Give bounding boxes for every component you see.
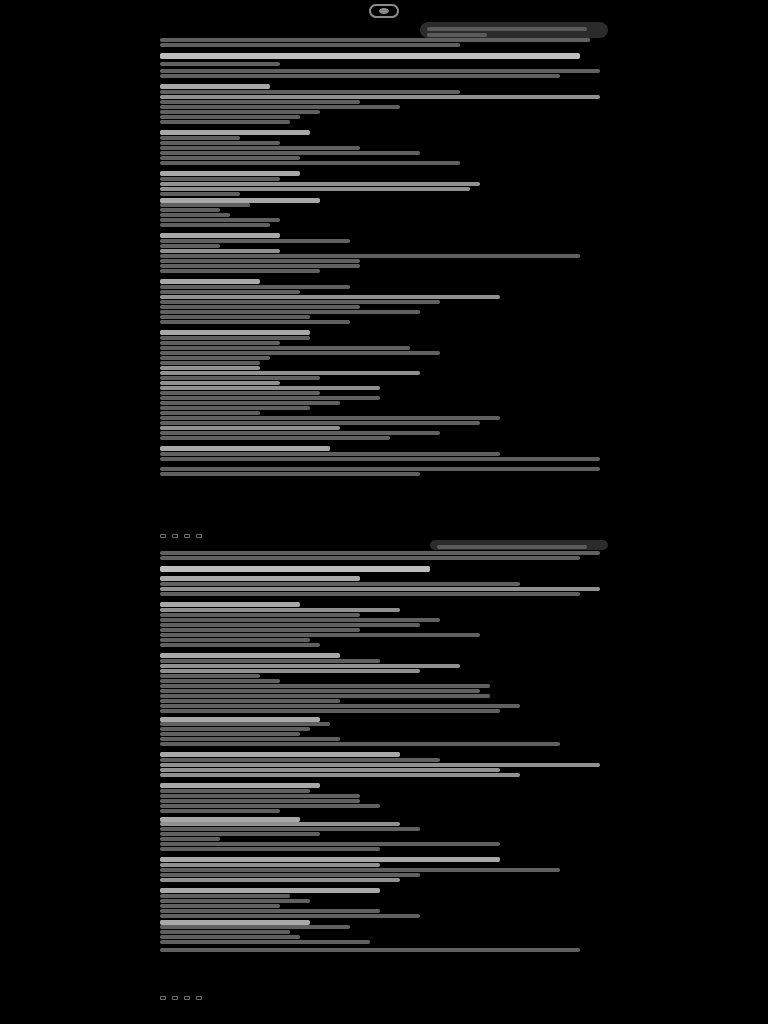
text-line (160, 300, 440, 304)
text-line (160, 628, 360, 632)
text-line (160, 74, 560, 78)
text-line (160, 100, 360, 104)
text-line (160, 285, 350, 289)
text-line (160, 290, 300, 294)
heading-line (160, 279, 260, 284)
text-line (160, 809, 280, 813)
text-line (160, 904, 280, 908)
text-line (160, 613, 360, 617)
text-line (160, 192, 240, 196)
text-line (160, 416, 500, 420)
text-line (160, 120, 290, 124)
heading-line (160, 130, 310, 135)
text-line (160, 587, 600, 591)
thumbs-up-icon[interactable] (172, 534, 178, 538)
text-line (160, 264, 360, 268)
text-line (160, 847, 380, 851)
message-actions (160, 996, 202, 1000)
text-line (160, 406, 310, 410)
heading-line (160, 53, 580, 59)
text-line (160, 608, 400, 612)
text-line (160, 804, 380, 808)
text-line (160, 742, 560, 746)
text-line (160, 894, 290, 898)
text-line (160, 254, 580, 258)
text-line (160, 146, 360, 150)
text-line (160, 366, 260, 370)
text-line (160, 659, 380, 663)
text-line (160, 381, 280, 385)
text-line (160, 115, 300, 119)
text-line (160, 684, 490, 688)
text-line (160, 361, 260, 365)
text-line (160, 341, 280, 345)
chatgpt-logo-icon[interactable] (369, 4, 399, 18)
thumbs-down-icon[interactable] (184, 996, 190, 1000)
heading-line (160, 752, 400, 757)
heading-line (160, 783, 320, 788)
thumbs-down-icon[interactable] (184, 534, 190, 538)
text-line (160, 223, 270, 227)
heading-line (160, 566, 430, 572)
text-line (160, 789, 310, 793)
text-line (160, 618, 440, 622)
text-line (160, 827, 420, 831)
text-line (160, 90, 460, 94)
text-line (160, 664, 460, 668)
text-line (160, 457, 600, 461)
regenerate-icon[interactable] (196, 534, 202, 538)
text-line (160, 62, 280, 66)
text-line (160, 411, 260, 415)
text-line (160, 386, 380, 390)
text-line (160, 704, 520, 708)
text-line (160, 141, 280, 145)
logo-mark (379, 8, 389, 14)
text-line (160, 110, 320, 114)
text-line (160, 371, 420, 375)
text-line (160, 763, 600, 767)
assistant-response (160, 548, 610, 1003)
heading-line (160, 171, 300, 176)
text-line (160, 623, 420, 627)
copy-icon[interactable] (160, 996, 166, 1000)
text-line (160, 863, 380, 867)
text-line (160, 249, 280, 253)
text-line (160, 727, 310, 731)
text-line (160, 269, 320, 273)
text-line (160, 426, 340, 430)
text-line (160, 436, 390, 440)
text-line (160, 156, 300, 160)
copy-icon[interactable] (160, 534, 166, 538)
text-line (160, 467, 600, 471)
text-line (160, 295, 500, 299)
heading-line (160, 233, 280, 238)
text-line (160, 431, 440, 435)
text-line (160, 592, 580, 596)
text-line (160, 43, 460, 47)
text-line (160, 794, 360, 798)
heading-line (160, 576, 360, 581)
heading-line (160, 888, 380, 893)
text-line (160, 556, 580, 560)
heading-line (160, 857, 500, 862)
text-line (160, 732, 300, 736)
text-line (160, 899, 310, 903)
text-line (160, 914, 420, 918)
text-line (160, 259, 360, 263)
text-line (160, 315, 310, 319)
text-line (160, 310, 420, 314)
text-line (160, 351, 440, 355)
text-line (160, 768, 500, 772)
text-line (160, 873, 420, 877)
text-line (160, 948, 580, 952)
text-line (160, 213, 230, 217)
text-line (160, 208, 220, 212)
text-line (160, 758, 440, 762)
heading-line (160, 84, 270, 89)
text-line (160, 151, 420, 155)
regenerate-icon[interactable] (196, 996, 202, 1000)
text-line (160, 669, 420, 673)
text-line (160, 218, 280, 222)
text-line (160, 582, 520, 586)
text-line (160, 401, 340, 405)
text-line (160, 699, 340, 703)
text-line (160, 239, 350, 243)
text-line (160, 336, 310, 340)
heading-line (160, 602, 300, 607)
heading-line (160, 653, 340, 658)
text-line (160, 305, 360, 309)
text-line (160, 709, 500, 713)
text-line (160, 930, 290, 934)
text-line (160, 837, 220, 841)
text-line (160, 244, 220, 248)
text-line (160, 909, 380, 913)
text-line (160, 421, 480, 425)
text-line (160, 396, 380, 400)
text-line (160, 643, 320, 647)
text-line (160, 674, 260, 678)
text-line (160, 822, 400, 826)
text-line (160, 799, 360, 803)
text-line (160, 182, 480, 186)
user-message-line (427, 27, 587, 31)
text-line (160, 551, 600, 555)
text-line (160, 472, 420, 476)
thumbs-up-icon[interactable] (172, 996, 178, 1000)
text-line (160, 935, 300, 939)
text-line (160, 346, 410, 350)
assistant-response (160, 36, 610, 536)
text-line (160, 105, 400, 109)
text-line (160, 925, 350, 929)
heading-line (160, 446, 330, 451)
text-line (160, 773, 520, 777)
text-line (160, 161, 460, 165)
text-line (160, 69, 600, 73)
text-line (160, 638, 310, 642)
text-line (160, 832, 320, 836)
text-line (160, 376, 320, 380)
text-line (160, 940, 370, 944)
text-line (160, 320, 350, 324)
text-line (160, 868, 560, 872)
text-line (160, 633, 480, 637)
text-line (160, 679, 280, 683)
text-line (160, 177, 280, 181)
text-line (160, 203, 250, 207)
text-line (160, 95, 600, 99)
text-line (160, 737, 340, 741)
text-line (160, 38, 590, 42)
text-line (160, 136, 240, 140)
text-line (160, 878, 400, 882)
text-line (160, 391, 320, 395)
text-line (160, 356, 270, 360)
text-line (160, 452, 500, 456)
message-actions (160, 534, 202, 538)
text-line (160, 842, 500, 846)
top-bar (0, 0, 768, 22)
text-line (160, 689, 480, 693)
heading-line (160, 330, 310, 335)
text-line (160, 187, 470, 191)
text-line (160, 694, 490, 698)
text-line (160, 722, 330, 726)
